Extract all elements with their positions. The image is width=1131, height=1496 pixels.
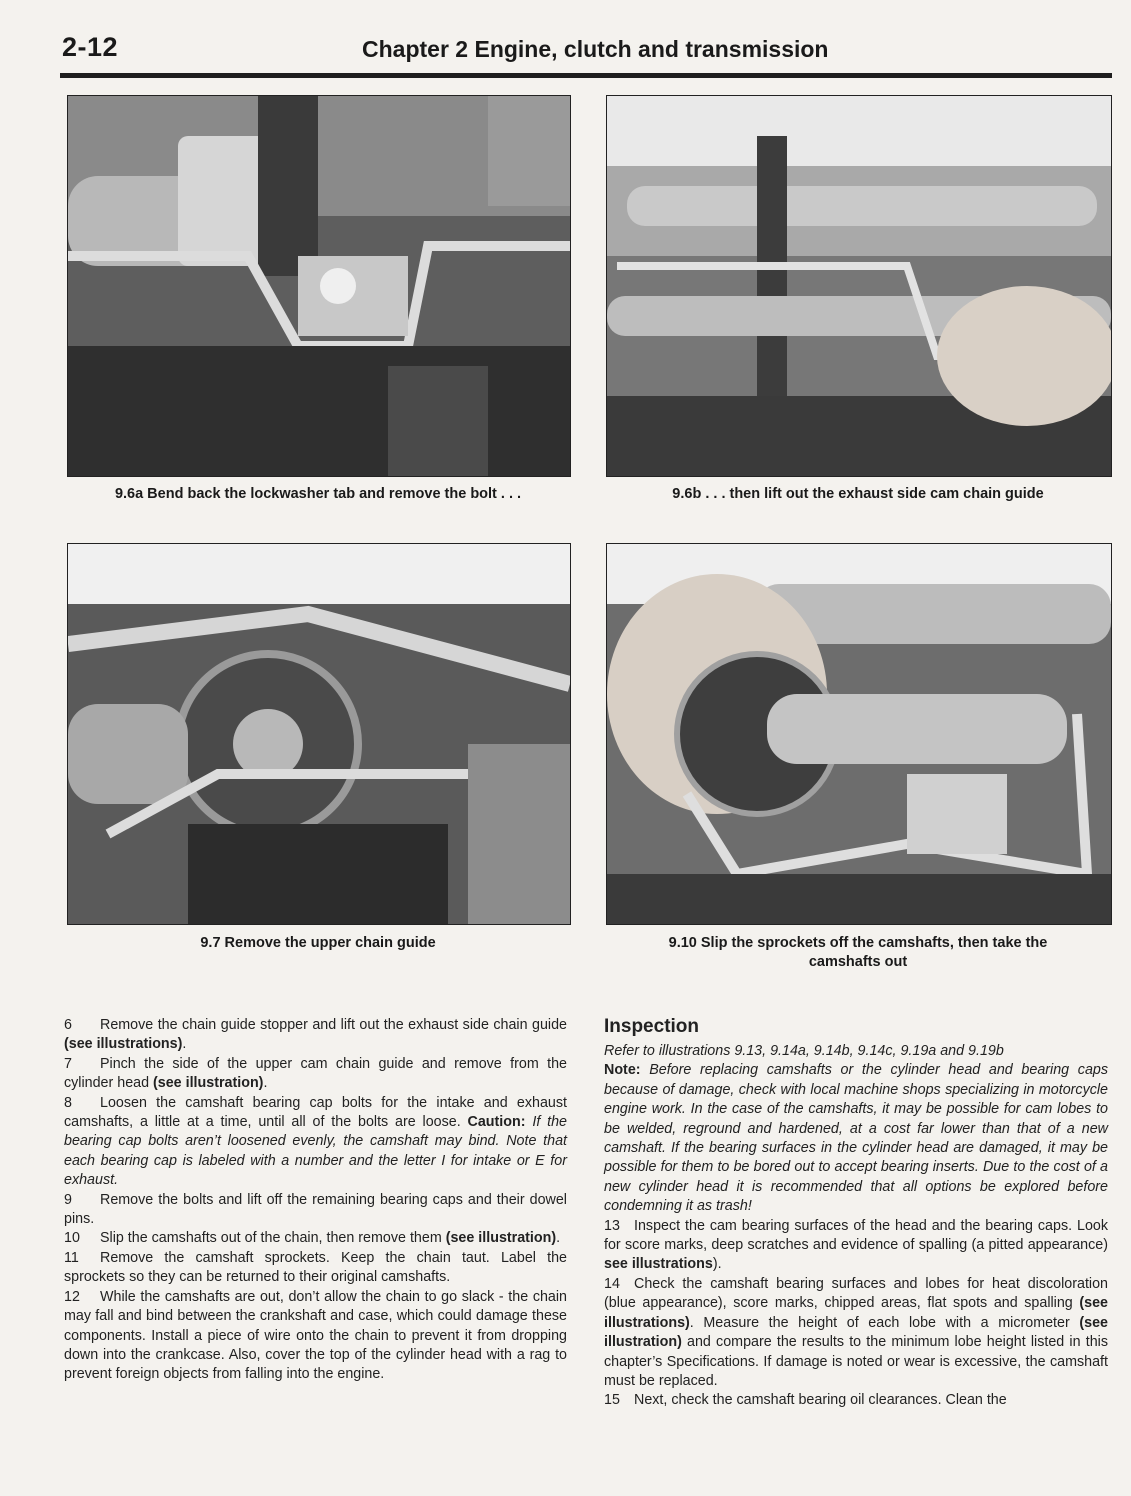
illustration-references: Refer to illustrations 9.13, 9.14a, 9.14b, 9.14c, 9.19a and 9.19b (604, 1043, 1004, 1059)
paragraph-number: 12 (64, 1288, 80, 1305)
paragraph-6: 6 Remove the chain guide stopper and lift out the exhaust side chain guide (see illustrations). (64, 1017, 567, 1053)
photo-9-7 (67, 543, 571, 925)
note-label: Note: (604, 1062, 641, 1079)
paragraph-13: 13 Inspect the cam bearing surfaces of the head and the bearing caps. Look for score marks, deep scratches and evidence of spalling (a pitted appearance) see illustrations). (604, 1217, 1108, 1273)
page-header (0, 0, 1131, 80)
chapter-title: Chapter 2 Engine, clutch and transmission (362, 36, 829, 62)
paragraph-number: 15 (604, 1392, 620, 1409)
photo-9-6b (606, 95, 1112, 477)
paragraph-14: 14 Check the camshaft bearing surfaces and lobes for heat discoloration (blue appearance), score marks, chipped areas, flat spots and spalling (see illustrations). Measure the height of each lobe with a micrometer (see illustration) and compare the results to the minimum lobe height listed in this chapter’s Specifications. If damage is noted or wear is excessive, the camshaft must be replaced. (604, 1275, 1108, 1389)
left-text-column (64, 1016, 567, 1385)
photo-9-6a (67, 95, 571, 477)
paragraph-8: 8 Loosen the camshaft bearing cap bolts for the intake and exhaust camshafts, a little at a time, until all of the bolts are loose. Caution: If the bearing cap bolts aren’t loosened evenly, the camshaft may bind. Note that each bearing cap is labeled with a number and the letter I for intake or E for exhaust. (64, 1094, 567, 1189)
caption-9-10 (606, 934, 1110, 972)
engine-photo-illustration (68, 544, 570, 924)
caption-9-7: 9.7 Remove the upper chain guide (200, 935, 436, 951)
cross-reference: see illustrations (604, 1256, 713, 1273)
paragraph-number: 11 (64, 1249, 79, 1266)
paragraph-7: 7 Pinch the side of the upper cam chain guide and remove from the cylinder head (see illustration). (64, 1055, 567, 1092)
paragraph-12: 12 While the camshafts are out, don’t allow the chain to go slack - the chain may fall and bind between the crankshaft and case, which could damage these components. Install a piece of wire onto the chain to prevent it from dropping down into the crankcase. Also, cover the top of the cylinder head with a rag to prevent foreign objects from falling into the engine. (64, 1288, 567, 1383)
cross-reference: (see illustrations) (604, 1295, 1108, 1331)
cross-reference: (see illustrations) (64, 1036, 183, 1053)
cross-reference: (see illustration) (604, 1314, 1108, 1351)
note-text: Before replacing camshafts or the cylinder head and bearing caps because of damage, check with local machine shops specializing in motorcycle engine work. In the case of the camshafts, it may be possible for cam lobes to be welded, reground and hardened, at a cost far lower than that of a new camshaft. If the bearing surfaces in the cylinder head are damaged, it may be possible for them to be bored out to accept bearing inserts. Due to the cost of a new cylinder head it is recommended that all options be explored before condemning it as trash! (604, 1062, 1108, 1215)
paragraph-number: 8 (64, 1094, 72, 1111)
page-number: 2-12 (62, 32, 119, 62)
right-text-column (604, 1016, 1108, 1411)
caption-9-10-line1: 9.10 Slip the sprockets off the camshafts, then take the (668, 935, 1048, 951)
caption-9-10-line2: camshafts out (808, 954, 908, 970)
paragraph-number: 9 (64, 1191, 72, 1208)
caption-9-6b: 9.6b . . . then lift out the exhaust side cam chain guide (672, 486, 1044, 502)
cross-reference: (see illustration) (445, 1230, 557, 1247)
paragraph-number: 7 (64, 1055, 72, 1072)
paragraph-number: 14 (604, 1275, 620, 1292)
caption-9-6a: 9.6a Bend back the lockwasher tab and remove the bolt . . . (114, 486, 522, 502)
paragraph-15: 15 Next, check the camshaft bearing oil clearances. Clean the (604, 1391, 1108, 1410)
header-rule (60, 73, 1112, 78)
caution-label: Caution: (467, 1114, 526, 1131)
engine-photo-illustration (68, 96, 570, 476)
paragraph-number: 10 (64, 1230, 80, 1247)
paragraph-10: 10 Slip the camshafts out of the chain, then remove them (see illustration). (64, 1229, 567, 1248)
paragraph-number: 13 (604, 1217, 620, 1234)
paragraph-11: 11 Remove the camshaft sprockets. Keep the chain taut. Label the sprockets so they can be returned to their original camshafts. (64, 1249, 567, 1286)
engine-photo-illustration (607, 96, 1111, 476)
section-heading-inspection: Inspection (604, 1016, 700, 1037)
paragraph-number: 6 (64, 1017, 72, 1033)
caution-text: If the bearing cap bolts aren’t loosened evenly, the camshaft may bind. Note that each bearing cap is labeled with a number and the letter I for intake or E for exhaust. (64, 1114, 567, 1189)
engine-photo-illustration (607, 544, 1111, 924)
photo-9-10 (606, 543, 1112, 925)
cross-reference: (see illustration) (153, 1075, 264, 1092)
paragraph-9: 9 Remove the bolts and lift off the remaining bearing caps and their dowel pins. (64, 1191, 567, 1228)
note-paragraph (604, 1061, 1108, 1216)
